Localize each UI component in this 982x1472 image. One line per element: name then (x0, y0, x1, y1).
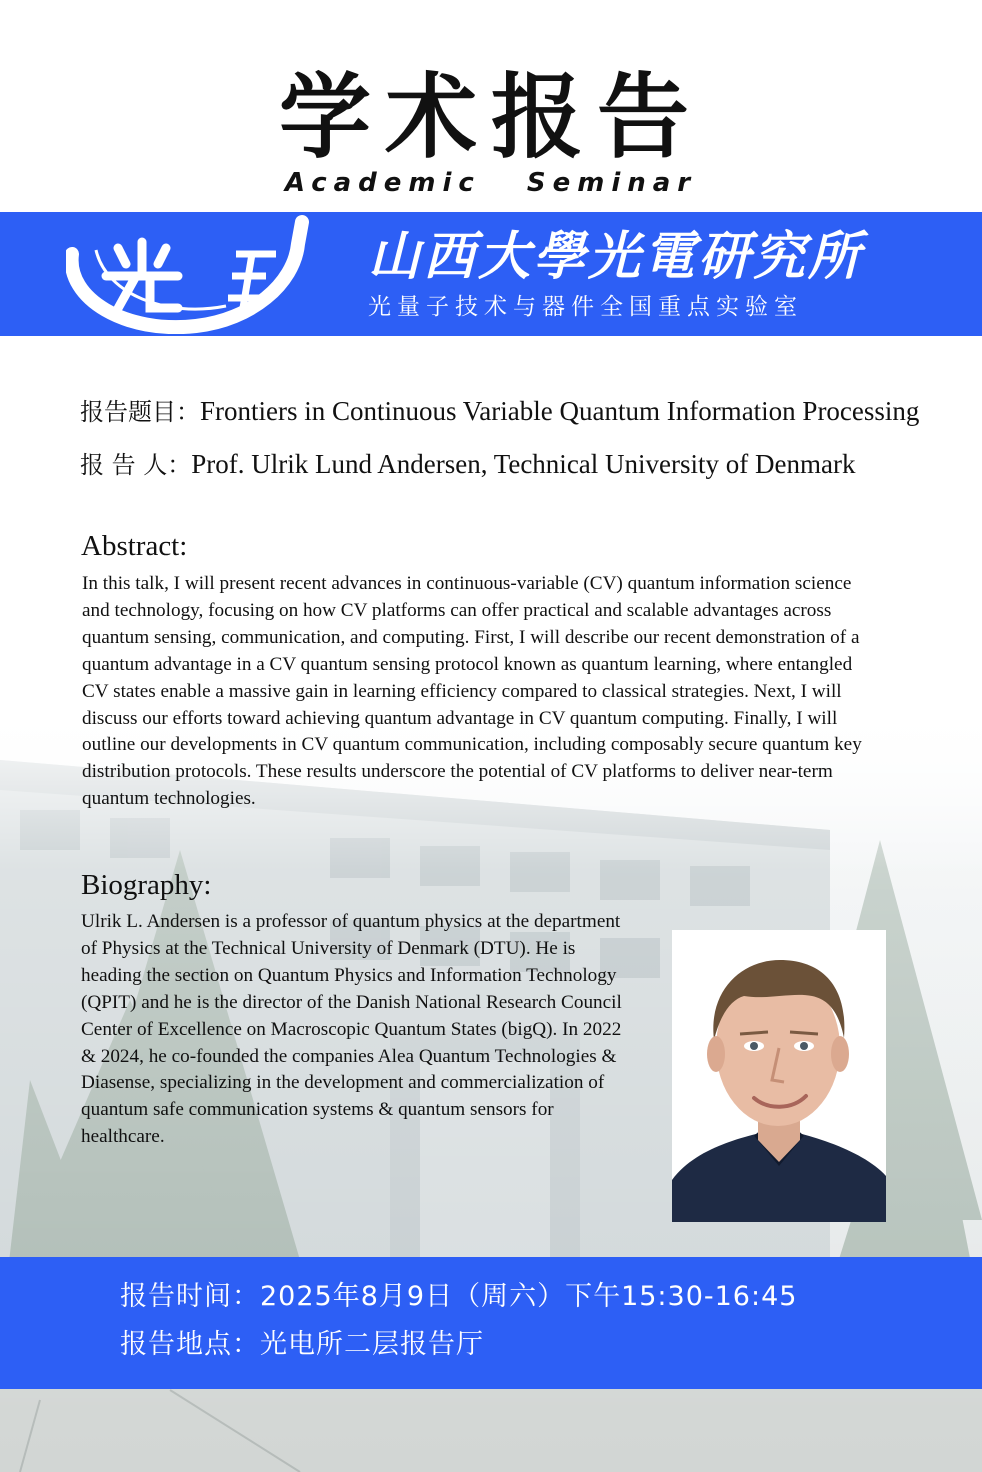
talk-title: Frontiers in Continuous Variable Quantum Information Processing (200, 396, 920, 426)
abstract-text: In this talk, I will present recent advances in continuous-variable (CV) quantum information science and technology, focusing on how CV platforms can offer practical and scalable advantages across quantum sensing, communication, and computing. First, I will describe our recent demonstration of a quantum advantage in a CV quantum sensing protocol known as quantum learning, where entangled CV states enable a massive gain in learning efficiency compared to classical strategies. Next, I will discuss our efforts toward achieving quantum advantage in CV quantum computing. Finally, I will outline our developments in CV quantum communication, including composably secure quantum key distribution protocols. These results underscore the potential of CV platforms to deliver near-term quantum technologies. (82, 573, 862, 810)
institute-subtitle: 光量子技术与器件全国重点实验室 (368, 294, 803, 320)
institute-banner (0, 212, 982, 336)
speaker-label: 报 告 人： (80, 451, 192, 479)
talk-place: 报告地点：光电所二层报告厅 (120, 1329, 484, 1360)
abstract-heading: Abstract: (81, 530, 188, 562)
speaker-portrait (672, 930, 886, 1222)
biography-heading: Biography: (81, 869, 212, 901)
institute-logo-icon (66, 214, 310, 334)
talk-time: 报告时间：2025年8月9日（周六）下午15:30-16:45 (120, 1281, 798, 1312)
speaker-name: Prof. Ulrik Lund Andersen, Technical University of Denmark (191, 449, 856, 479)
schedule-banner (0, 1257, 982, 1389)
biography-text: Ulrik L. Andersen is a professor of quantum physics at the department of Physics at the Technical University of Denmark (DTU). He is heading the section on Quantum Physics and Information Technology (QPIT) and he is the director of the Danish National Research Council Center of Excellence on Macroscopic Quantum States (bigQ). In 2022 & 2024, he co-founded the companies Alea Quantum Technologies & Diasense, specializing in the development and commercialization of quantum safe communication systems & quantum sensors for healthcare. (81, 911, 622, 1148)
page-subtitle: Academic Seminar (284, 168, 698, 198)
talk-title-line (80, 394, 919, 429)
speaker-line (80, 447, 855, 482)
page-title: 学术报告 (278, 63, 703, 171)
talk-title-label: 报告题目： (80, 398, 200, 426)
institute-name: 山西大學光電研究所 (368, 226, 864, 287)
